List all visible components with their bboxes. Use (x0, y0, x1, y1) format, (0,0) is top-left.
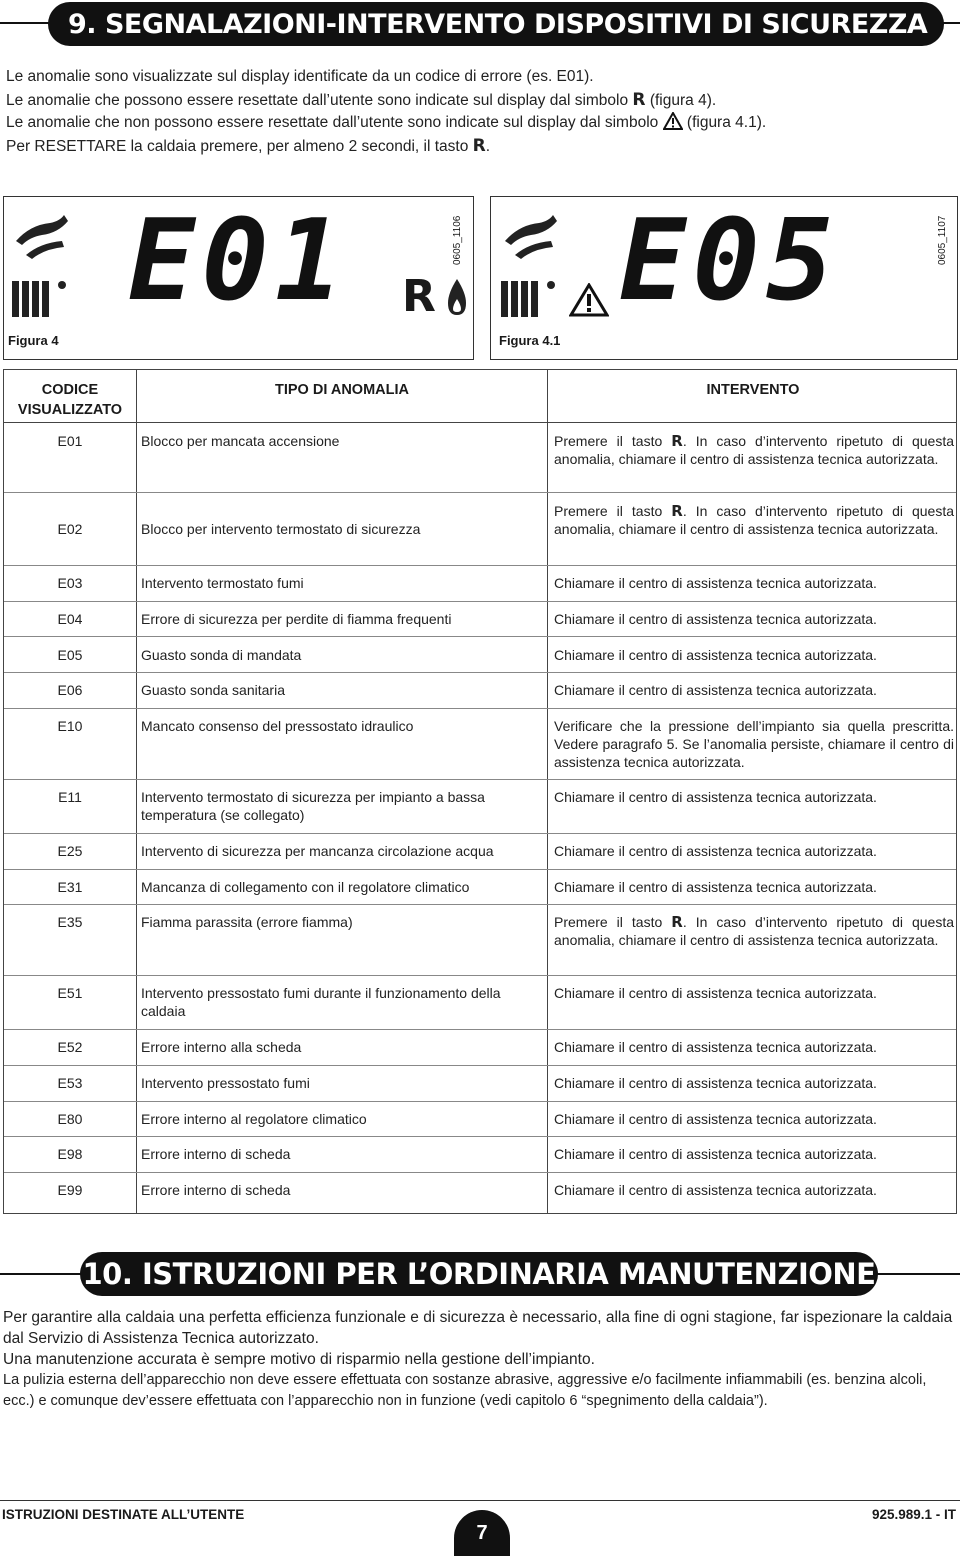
row-type: Intervento termostato di sicurezza per impianto a bassa temperatura (se collegato) (141, 789, 485, 823)
row-code: E98 (57, 1146, 83, 1162)
row-type: Errore interno alla scheda (141, 1039, 302, 1055)
row-divider (4, 1029, 956, 1030)
row-code: E51 (57, 985, 83, 1001)
intro-line-2: Le anomalie che possono essere resettate dall’utente sono indicate sul display dal simbolo R (figura 4). (6, 89, 717, 110)
section-9-title: 9. SEGNALAZIONI-INTERVENTO DISPOSITIVI DI SICUREZZA (48, 2, 944, 46)
row-divider (4, 1101, 956, 1102)
header-rule-left (0, 1273, 90, 1275)
row-divider (4, 492, 956, 493)
row-action: Chiamare il centro di assistenza tecnica autorizzata. (554, 1039, 877, 1055)
figure-caption: Figura 4.1 (499, 333, 561, 348)
row-action: Chiamare il centro di assistenza tecnica autorizzata. (554, 611, 877, 627)
flame-radiator-icon (499, 211, 569, 321)
row-code: E11 (58, 789, 82, 805)
row-divider (4, 779, 956, 780)
warning-triangle-icon (663, 112, 683, 130)
maintenance-p1: Per garantire alla caldaia una perfetta efficienza funzionale e di sicurezza è necessario, alla fine di ogni stagione, far ispezionare la caldaia dal Servizio di Assistenza Tecnica autorizzato. (3, 1309, 953, 1347)
row-action: Chiamare il centro di assistenza tecnica autorizzata. (554, 1111, 877, 1127)
row-type: Intervento di sicurezza per mancanza circolazione acqua (141, 843, 494, 859)
row-type: Blocco per intervento termostato di sicurezza (141, 521, 421, 537)
footer-right-text: 925.989.1 - IT (871, 1507, 956, 1522)
row-action: Chiamare il centro di assistenza tecnica autorizzata. (554, 1075, 877, 1091)
figure-4 (3, 196, 474, 360)
row-code: E06 (57, 682, 83, 698)
maintenance-p3: La pulizia esterna dell’apparecchio non deve essere effettuata con sostanze abrasive, aggressive e/o facilmente infiammabili (es. benzina alcoli, ecc.) e comunque dev’essere effettuata con l’apparecchio non in funzione (vedi capitolo 6 “spegnimento della caldaia”). (3, 1372, 927, 1409)
row-code: E53 (57, 1075, 83, 1091)
reset-r-icon: R (671, 432, 683, 450)
row-code: E25 (57, 843, 83, 859)
maintenance-text (3, 1307, 958, 1412)
row-code: E52 (57, 1039, 83, 1055)
col-divider (136, 370, 137, 1213)
row-type: Errore interno di scheda (141, 1146, 291, 1162)
row-action: Chiamare il centro di assistenza tecnica autorizzata. (554, 789, 877, 805)
row-action: Premere il tasto R. In caso d’intervento ripetuto di questa anomalia, chiamare il centro di assistenza tecnica autorizzata. (554, 432, 955, 467)
page-number: 7 (454, 1510, 510, 1556)
row-code: E10 (57, 718, 83, 734)
row-action: Chiamare il centro di assistenza tecnica autorizzata. (554, 843, 877, 859)
row-type: Blocco per mancata accensione (141, 433, 340, 449)
row-action: Chiamare il centro di assistenza tecnica autorizzata. (554, 1146, 877, 1162)
row-type: Intervento pressostato fumi durante il funzionamento della caldaia (141, 985, 501, 1019)
reset-r-icon: R (632, 89, 646, 110)
reset-r-icon: R (472, 135, 486, 156)
row-divider (4, 636, 956, 637)
row-divider (4, 975, 956, 976)
row-type: Mancanza di collegamento con il regolatore climatico (141, 879, 470, 895)
row-code: E80 (57, 1111, 83, 1127)
row-action: Premere il tasto R. In caso d’intervento ripetuto di questa anomalia, chiamare il centro di assistenza tecnica autorizzata. (554, 913, 955, 948)
figure-4-1 (490, 196, 958, 360)
row-type: Guasto sonda sanitaria (141, 682, 285, 698)
row-divider (4, 708, 956, 709)
row-divider (4, 672, 956, 673)
row-action: Chiamare il centro di assistenza tecnica autorizzata. (554, 879, 877, 895)
figure-caption: Figura 4 (8, 333, 59, 348)
row-code: E99 (57, 1182, 83, 1198)
error-table (3, 369, 957, 1214)
row-code: E03 (57, 575, 83, 591)
header-code: CODICE VISUALIZZATO (17, 382, 123, 418)
row-divider (4, 1136, 956, 1137)
row-divider (4, 904, 956, 905)
warning-triangle-icon (569, 283, 609, 317)
row-type: Guasto sonda di mandata (141, 647, 302, 663)
col-divider (547, 370, 548, 1213)
figure-code: 0605_1106 (452, 215, 463, 265)
row-action: Chiamare il centro di assistenza tecnica autorizzata. (554, 647, 877, 663)
row-type: Errore di sicurezza per perdite di fiamma frequenti (141, 611, 452, 627)
row-code: E01 (57, 433, 83, 449)
intro-line-4: Per RESETTARE la caldaia premere, per almeno 2 secondi, il tasto R. (6, 135, 491, 156)
footer-left-text: ISTRUZIONI DESTINATE ALL’UTENTE (2, 1507, 245, 1522)
display-digits: E05 (619, 196, 840, 326)
figure-code: 0605_1107 (937, 215, 948, 265)
row-type: Intervento termostato fumi (141, 575, 304, 591)
row-divider (4, 1172, 956, 1173)
flame-radiator-icon (10, 211, 80, 321)
intro-line-3: Le anomalie che non possono essere resettate dall’utente sono indicate sul display dal simbolo (figura 4.1). (6, 114, 767, 131)
row-code: E05 (57, 647, 83, 663)
row-action: Chiamare il centro di assistenza tecnica autorizzata. (554, 1182, 877, 1198)
footer-rule (0, 1500, 960, 1501)
row-action: Chiamare il centro di assistenza tecnica autorizzata. (554, 682, 877, 698)
row-divider (4, 833, 956, 834)
display-digits: E01 (128, 196, 349, 326)
row-type: Mancato consenso del pressostato idraulico (141, 718, 414, 734)
row-divider (4, 601, 956, 602)
header-action: INTERVENTO (706, 382, 800, 398)
row-divider (4, 869, 956, 870)
row-divider (4, 422, 956, 423)
row-divider (4, 565, 956, 566)
row-type: Fiamma parassita (errore fiamma) (141, 914, 353, 930)
row-code: E31 (57, 879, 83, 895)
row-type: Errore interno al regolatore climatico (141, 1111, 367, 1127)
intro-line-1: Le anomalie sono visualizzate sul display identificate da un codice di errore (es. E01). (6, 68, 594, 85)
row-action: Premere il tasto R. In caso d’intervento ripetuto di questa anomalia, chiamare il centro di assistenza tecnica autorizzata. (554, 502, 955, 537)
row-code: E04 (57, 611, 83, 627)
intro-text (6, 66, 956, 158)
section-10-title: 10. ISTRUZIONI PER L’ORDINARIA MANUTENZIONE (80, 1252, 878, 1296)
row-code: E02 (57, 521, 83, 537)
row-action: Verificare che la pressione dell’impianto sia quella prescritta. Vedere paragrafo 5. Se l’anomalia persiste, chiamare il centro di assistenza tecnica autorizzata. (554, 718, 954, 770)
row-divider (4, 1065, 956, 1066)
row-action: Chiamare il centro di assistenza tecnica autorizzata. (554, 985, 877, 1001)
row-code: E35 (57, 914, 83, 930)
reset-r-icon: R (671, 502, 683, 520)
maintenance-p2: Una manutenzione accurata è sempre motivo di risparmio nella gestione dell’impianto. (3, 1351, 595, 1368)
header-rule-right (868, 1273, 960, 1275)
flame-icon (444, 277, 470, 317)
header-type: TIPO DI ANOMALIA (275, 382, 409, 398)
row-type: Errore interno di scheda (141, 1182, 291, 1198)
row-type: Intervento pressostato fumi (141, 1075, 310, 1091)
row-action: Chiamare il centro di assistenza tecnica autorizzata. (554, 575, 877, 591)
reset-r-icon: R (671, 913, 683, 931)
reset-r-icon: R (402, 271, 436, 322)
